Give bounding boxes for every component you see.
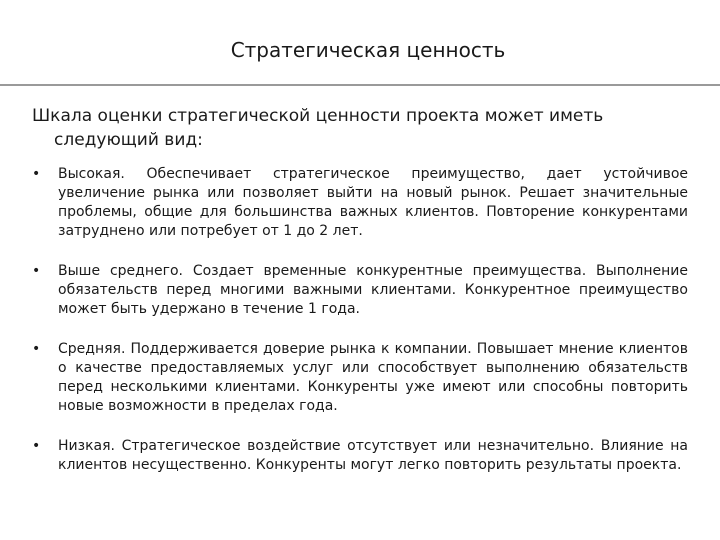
bullet-item-medium — [32, 340, 688, 416]
bullet-dot-icon: • — [32, 438, 41, 454]
bullet-dot-icon: • — [32, 166, 41, 182]
title-divider — [0, 84, 720, 86]
bullet-list — [32, 165, 688, 496]
bullet-item-high — [32, 165, 688, 241]
bullet-text: Низкая. Стратегическое воздействие отсутствует или незначительно. Влияние на клиентов несущественно. Конкуренты могут легко повторить результаты проекта. — [58, 438, 688, 473]
bullet-item-low — [32, 437, 688, 475]
bullet-dot-icon: • — [32, 341, 41, 357]
slide-title: Стратегическая ценность — [230, 38, 506, 62]
bullet-text: Высокая. Обеспечивает стратегическое преимущество, дает устойчивое увеличение рынка или позволяет выйти на новый рынок. Решает значительные проблемы, общие для большинства важных клиентов. Повторение конкурентами затруднено или потребует от 1 до 2 лет. — [58, 166, 688, 239]
bullet-text: Выше среднего. Создает временные конкурентные преимущества. Выполнение обязательств перед многими важными клиентами. Конкурентное преимущество может быть удержано в течение 1 года. — [58, 263, 688, 317]
bullet-dot-icon: • — [32, 263, 41, 279]
bullet-item-above-average — [32, 262, 688, 319]
bullet-text: Средняя. Поддерживается доверие рынка к компании. Повышает мнение клиентов о качестве предоставляемых услуг или способствует выполнению обязательств перед несколькими клиентами. Конкуренты уже имеют или способны повторить новые возможности в пределах года. — [58, 341, 688, 414]
intro-paragraph: Шкала оценки стратегической ценности проекта может иметь следующий вид: — [32, 106, 604, 150]
